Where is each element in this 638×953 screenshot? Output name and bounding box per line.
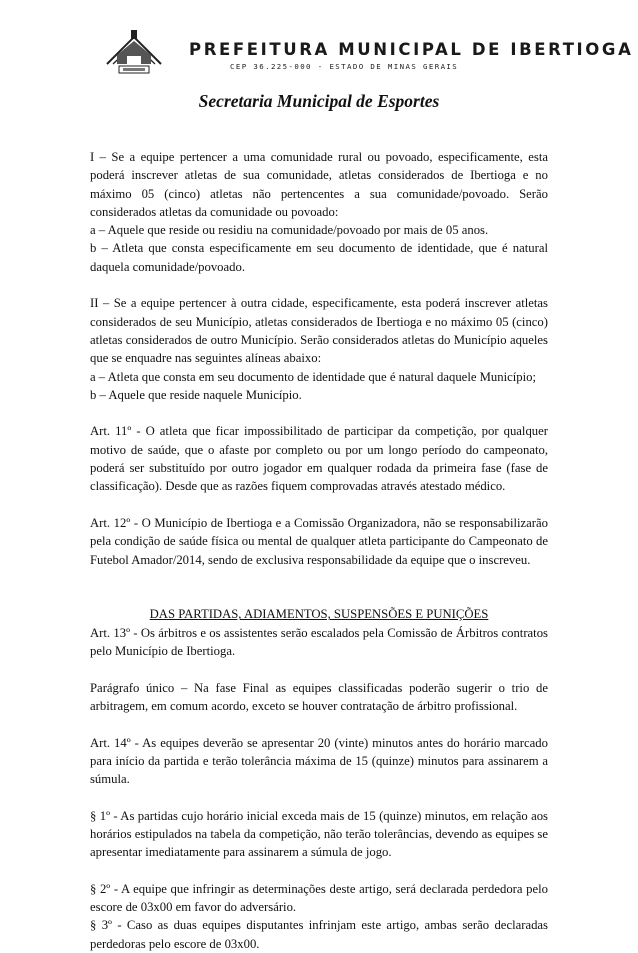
paragraph-item-1a: a – Aquele que reside ou residiu na comunidade/povoado por mais de 05 anos. [90, 223, 489, 238]
paragraph-item-2a: a – Atleta que consta em seu documento de identidade que é natural daquele Município; [90, 369, 537, 384]
paragraph-item-1: I – Se a equipe pertencer a uma comunidade rural ou povoado, especificamente, esta poderá inscrever atletas de sua comunidade, atletas considerados de Ibertioga e no máximo 05 (cinco) atletas não pertencentes a sua comunidade/povoado. Serão considerados atletas da comunidade ou povoado: [90, 150, 548, 219]
page-title: Secretaria Municipal de Esportes [198, 91, 440, 111]
municipal-crest-icon [103, 28, 165, 76]
paragraph-section-1: § 1º - As partidas cujo horário inicial exceda mais de 15 (quinze) minutos, em relação aos horários estipulados na tabela da competição, não terão tolerâncias, devendo as equipes se apresentar imediatamente para assinarem a súmula de jogo. [90, 808, 548, 860]
paragraph-item-1b: b – Atleta que consta especificamente em seu documento de identidade, que é natural daquela comunidade/povoado. [90, 241, 548, 274]
document-body [90, 148, 548, 953]
article-12: Art. 12º - O Município de Ibertioga e a Comissão Organizadora, não se responsabilizarão pela condição de saúde física ou mental de qualquer atleta participante do Campeonato de Futebol Amador/2014, sendo de exclusiva responsabilidade da equipe que o inscreveu. [90, 515, 548, 567]
paragraph-item-2b: b – Aquele que reside naquele Município. [90, 387, 302, 402]
paragraph-section-3: § 3º - Caso as duas equipes disputantes infrinjam este artigo, ambas serão declaradas perdedoras pelo escore de 03x00. [90, 918, 548, 951]
letterhead [103, 28, 634, 78]
article-13: Art. 13º - Os árbitros e os assistentes serão escalados pela Comissão de Árbitros contratos pelo Município de Ibertioga. [90, 625, 548, 659]
article-11: Art. 11º - O atleta que ficar impossibilitado de participar da competição, por qualquer motivo de saúde, que o afaste por completo ou por um longo período do campeonato, poderá ser substituído por outro jogador em qualquer rodada da primeira fase (fase de classificação). Desde que as razões fiquem comprovadas através atestado médico. [90, 424, 548, 494]
paragrafo-unico: Parágrafo único – Na fase Final as equipes classificadas poderão sugerir o trio de arbitragem, em comum acordo, exceto se houver contratação de árbitro profissional. [90, 680, 548, 713]
article-14: Art. 14º - As equipes deverão se apresentar 20 (vinte) minutos antes do horário marcado para início da partida e terão tolerância máxima de 15 (quinze) minutos para assinarem a súmula. [90, 735, 548, 787]
paragraph-item-2: II – Se a equipe pertencer à outra cidade, especificamente, esta poderá inscrever atletas considerados de seu Município, atletas considerados de Ibertioga e no máximo 05 (cinco) atletas considerados de outro Município. Serão considerados atletas do Município aqueles que se enquadre nas seguintes alíneas abaixo: [90, 296, 548, 366]
paragraph-section-2: § 2º - A equipe que infringir as determinações deste artigo, será declarada perdedora pelo escore de 03x00 em favor do adversário. [90, 881, 548, 915]
org-name: PREFEITURA MUNICIPAL DE IBERTIOGA [189, 40, 634, 59]
section-heading: DAS PARTIDAS, ADIAMENTOS, SUSPENSÕES E PUNIÇÕES [149, 607, 489, 622]
org-address: CEP 36.225-000 - ESTADO DE MINAS GERAIS [230, 62, 459, 71]
